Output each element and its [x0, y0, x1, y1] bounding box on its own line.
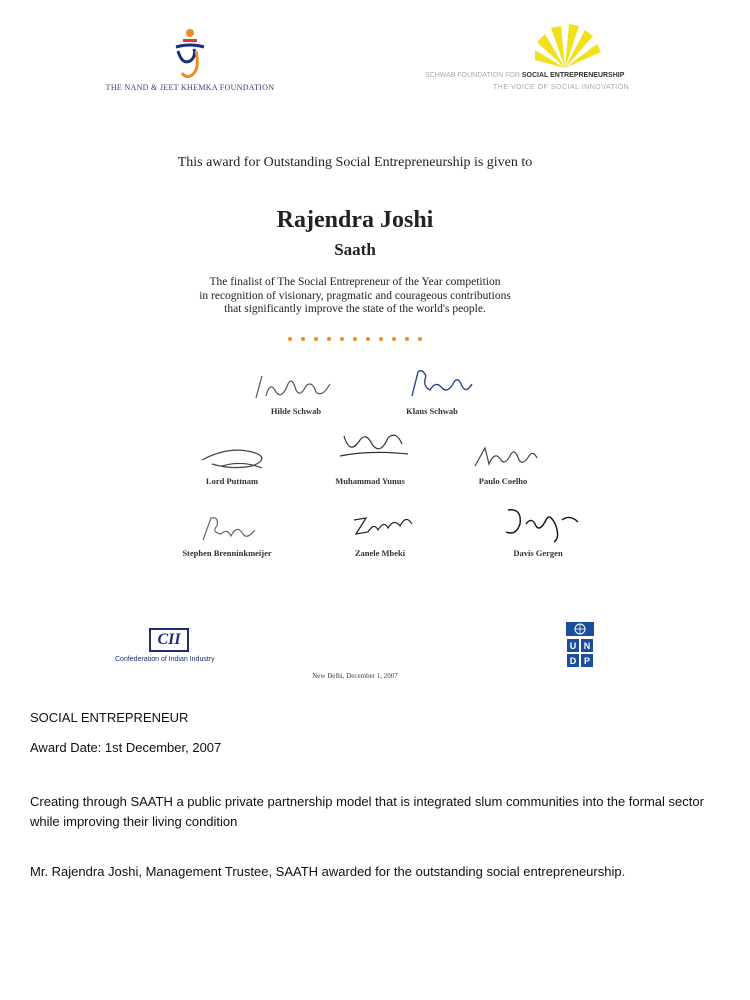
schwab-tagline: THE VOICE OF SOCIAL INNOVATION [493, 84, 630, 91]
dot-divider [285, 334, 425, 344]
signatory-name: Stephen Brenninkmeijer [182, 548, 272, 558]
handwritten-signature [172, 440, 292, 474]
signatory-name: Hilde Schwab [270, 406, 322, 416]
undp-letter: D [566, 653, 580, 668]
signature-block [300, 506, 460, 558]
citation [0, 276, 710, 317]
handwritten-signature [443, 440, 563, 474]
citation-line: that significantly improve the state of the world's people. [224, 303, 486, 315]
sunburst-icon [425, 20, 625, 70]
signatory-name: Muhammad Yunus [335, 476, 405, 486]
signature-block [458, 502, 618, 558]
signature-block [152, 440, 312, 486]
handwritten-signature [478, 502, 598, 546]
undp-letter: N [580, 638, 594, 653]
undp-letter: U [566, 638, 580, 653]
handwritten-signature [320, 506, 440, 546]
signature-block [423, 440, 583, 486]
place-date: New Delhi, December 1, 2007 [312, 672, 398, 680]
khemka-foundation-caption: THE NAND & JEET KHEMKA FOUNDATION [105, 83, 275, 92]
cii-logo [115, 628, 235, 668]
citation-line: in recognition of visionary, pragmatic and courageous contributions [199, 289, 511, 302]
signatory-name: Davis Gergen [513, 548, 563, 558]
cii-wordmark: CII [149, 628, 189, 652]
signatory-name: Lord Puttnam [205, 476, 259, 486]
khemka-emblem-icon [100, 25, 280, 83]
signature-block [352, 366, 512, 416]
undp-letter: P [580, 653, 594, 668]
award-date: Award Date: 1st December, 2007 [30, 740, 222, 755]
award-category: SOCIAL ENTREPRENEUR [30, 710, 189, 725]
handwritten-signature [310, 426, 430, 474]
award-summary-period: . [621, 864, 626, 879]
undp-logo [566, 622, 594, 670]
schwab-foundation-logo [425, 20, 630, 100]
un-globe-icon [566, 622, 594, 636]
award-summary [30, 864, 720, 879]
signatory-name: Zanele Mbeki [354, 548, 406, 558]
khemka-foundation-logo [100, 25, 280, 100]
schwab-foundation-caption: SCHWAB FOUNDATION FOR SOCIAL ENTREPRENEURSHIP [425, 72, 625, 79]
handwritten-signature [372, 366, 492, 404]
award-description: Creating through SAATH a public private partnership model that is integrated slum communities into the formal sector while improving their living condition [30, 794, 704, 829]
recipient-organization: Saath [334, 240, 376, 259]
award-given-to: This award for Outstanding Social Entrepreneurship is given to [177, 155, 533, 170]
handwritten-signature [236, 370, 356, 404]
signature-block [147, 512, 307, 558]
signatory-name: Paulo Coelho [478, 476, 528, 486]
undp-letter-grid [566, 638, 594, 668]
recipient-name: Rajendra Joshi [276, 207, 434, 233]
cii-caption: Confederation of Indian Industry [115, 656, 215, 663]
award-summary-text: Mr. Rajendra Joshi, Management Trustee, SAATH awarded for the outstanding social entrepreneurship [30, 864, 622, 879]
handwritten-signature [167, 512, 287, 546]
citation-line: The finalist of The Social Entrepreneur of the Year competition [209, 276, 501, 288]
signatory-name: Klaus Schwab [406, 406, 458, 416]
